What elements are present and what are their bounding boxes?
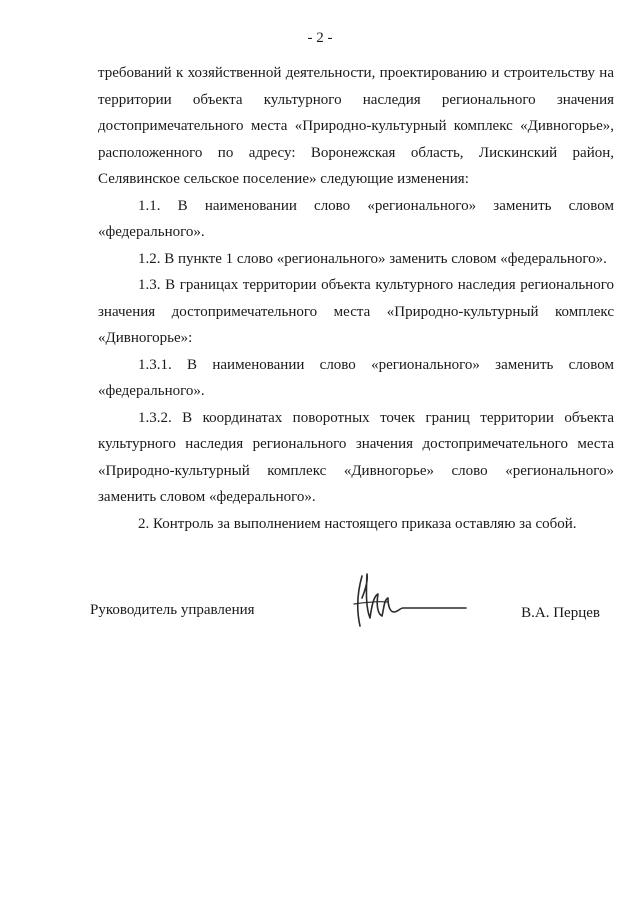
document-body	[98, 60, 614, 537]
paragraph-2: 2. Контроль за выполнением настоящего приказа оставляю за собой.	[138, 515, 577, 532]
signature-block	[90, 568, 620, 648]
page-number: - 2 -	[307, 30, 333, 46]
paragraph-continuation: требований к хозяйственной деятельности, проектированию и строительству на территории объекта культурного наследия регионального значения достопримечательного места «Природно-культурный комплекс «Дивногорье», расположенного по адресу: Воронежская область, Лискинский район, Селявинское сельское поселение» следующие изменения:	[98, 65, 614, 187]
handwritten-signature-icon	[348, 568, 468, 638]
paragraph-1-2: 1.2. В пункте 1 слово «регионального» заменить словом «федерального».	[138, 250, 607, 267]
signatory-name: В.А. Перцев	[521, 605, 600, 621]
paragraph-1-1: 1.1. В наименовании слово «регионального» заменить словом «федерального».	[98, 197, 614, 240]
signatory-position: Руководитель управления	[90, 602, 255, 618]
paragraph-1-3: 1.3. В границах территории объекта культурного наследия регионального значения достопримечательного места «Природно-культурный комплекс «Дивногорье»:	[98, 277, 614, 346]
paragraph-1-3-2: 1.3.2. В координатах поворотных точек границ территории объекта культурного наследия регионального значения достопримечательного места «Природно-культурный комплекс «Дивногорье» слово «регионального» заменить словом «федерального».	[98, 409, 614, 505]
paragraph-1-3-1: 1.3.1. В наименовании слово «регионального» заменить словом «федерального».	[98, 356, 614, 399]
